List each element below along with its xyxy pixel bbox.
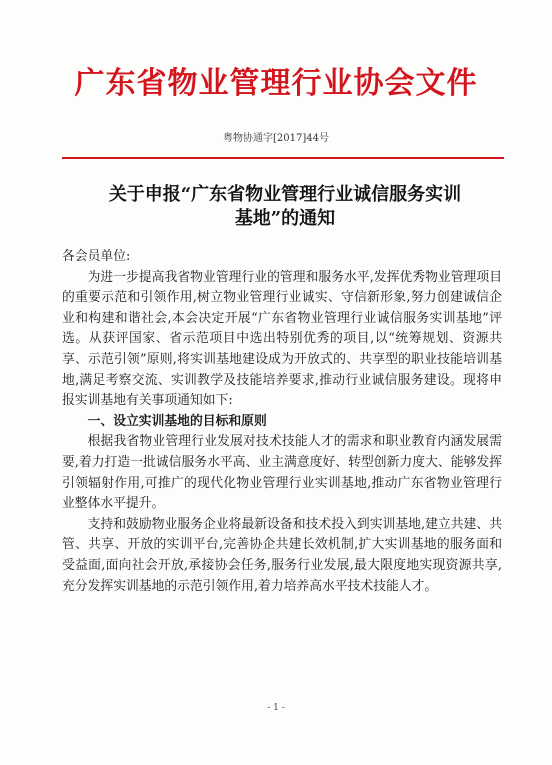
notice-title-line-1: 关于申报“广东省物业管理行业诚信服务实训 xyxy=(108,184,462,205)
section-1-paragraph-1: 根据我省物业管理行业发展对技术技能人才的需求和职业教育内涵发展需要,着力打造一批诚信服务水平高、业主满意度好、转型创新力度大、能够发挥引领辐射作用,可推广的现代化物业管理行业实训基地,推动广东省物业管理行业整体水平提升。 xyxy=(62,434,502,512)
notice-title-line-2: 基地”的通知 xyxy=(234,208,336,229)
document-number: 粤物协通字[2017]44号 xyxy=(223,133,329,144)
notice-title xyxy=(60,183,510,231)
document-body xyxy=(62,247,502,597)
red-divider-line xyxy=(62,157,504,159)
intro-paragraph: 为进一步提高我省物业管理行业的管理和服务水平,发挥优秀物业管理项目的重要示范和引领作用,树立物业管理行业诚实、守信新形象,努力创建诚信企业和构建和谐社会,本会决定开展“广东省物业管理行业诚信服务实训基地”评选。从获评国家、省示范项目中选出特别优秀的项目,以“统筹规划、资源共享、示范引领”原则,将实训基地建设成为开放式的、共享型的职业技能培训基地,满足考察交流、实训教学及技能培养要求,推动行业诚信服务建设。现将申报实训基地有关事项通知如下: xyxy=(62,269,502,409)
section-heading-1: 一、设立实训基地的目标和原则 xyxy=(87,413,267,429)
section-1-paragraph-2: 支持和鼓励物业服务企业将最新设备和技术投入到实训基地,建立共建、共管、共享、开放的实训平台,完善协企共建长效机制,扩大实训基地的服务面和受益面,面向社会开放,承接协会任务,服务行业发展,最大限度地实现资源共享,充分发挥实训基地的示范引领作用,着力培养高水平技术技能人才。 xyxy=(62,516,502,594)
issuing-organization-title: 广东省物业管理行业协会文件 xyxy=(74,66,478,101)
page-number: - 1 - xyxy=(267,703,285,713)
salutation: 各会员单位: xyxy=(62,249,131,264)
